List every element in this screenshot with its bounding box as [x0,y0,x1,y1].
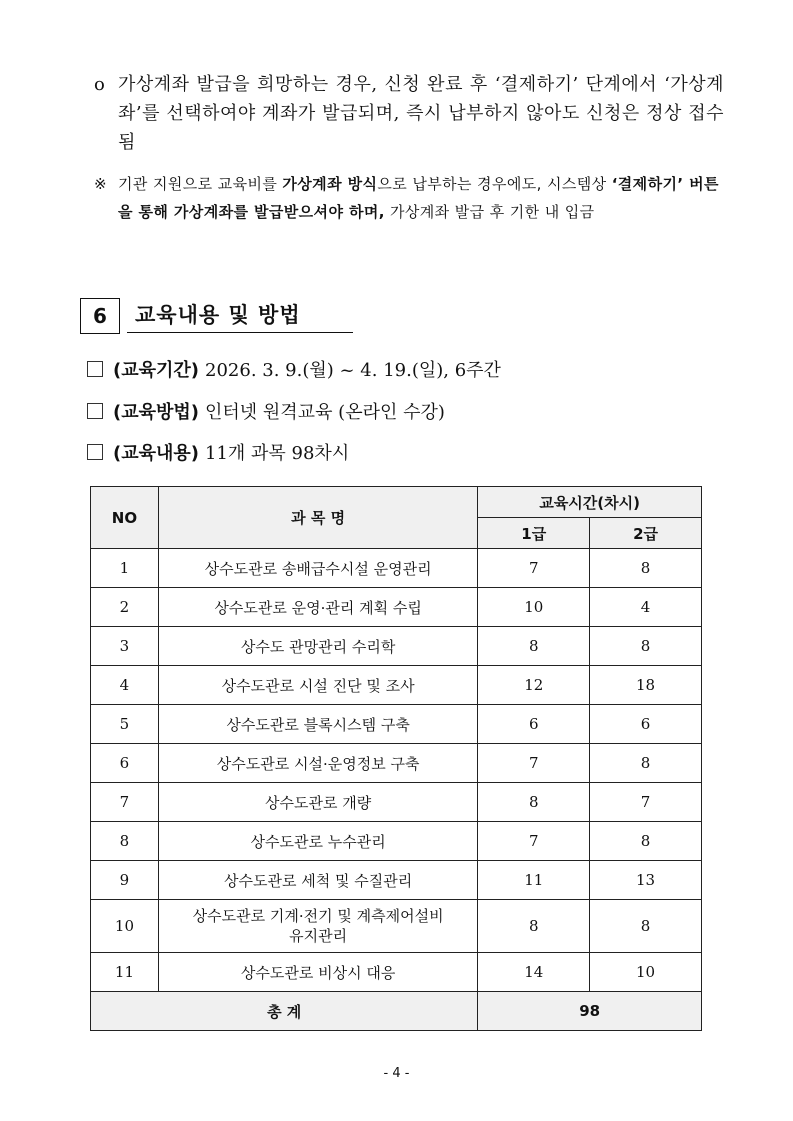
table-row [91,861,702,900]
bullet: o [94,74,106,95]
section-title: 교육내용 및 방법 [127,298,353,333]
cell-grade2: 18 [590,666,702,705]
item-label: (교육기간) [113,360,200,381]
cell-grade2: 4 [590,588,702,627]
cell-grade1: 7 [478,744,590,783]
cell-subject: 상수도관로 송배급수시설 운영관리 [158,549,477,588]
item-value: 11개 과목 98차시 [205,443,350,464]
table-row [91,953,702,992]
cell-grade1: 7 [478,549,590,588]
cell-subject: 상수도관로 시설 진단 및 조사 [158,666,477,705]
header-grade1: 1급 [478,518,590,549]
total-row [91,992,702,1031]
cell-no: 4 [91,666,159,705]
cell-grade1: 8 [478,627,590,666]
cell-subject: 상수도관로 블록시스템 구축 [158,705,477,744]
note-paragraph [94,170,724,226]
table-row [91,588,702,627]
cell-subject: 상수도관로 시설·운영정보 구축 [158,744,477,783]
cell-grade2: 10 [590,953,702,992]
table-row [91,705,702,744]
cell-no: 6 [91,744,159,783]
subject-line: 유지관리 [289,927,348,945]
cell-subject: 상수도관로 비상시 대응 [158,953,477,992]
cell-subject: 상수도관로 운영·관리 계획 수립 [158,588,477,627]
note-bold-text: ‘결제하기’ 버튼을 통해 가상계좌를 발급받으셔야 하며, [118,175,719,221]
cell-grade1: 7 [478,822,590,861]
cell-grade2: 8 [590,744,702,783]
checkbox-bullet-icon [87,361,103,377]
cell-no: 10 [91,900,159,953]
note-text-part: 가상계좌 발급 후 기한 내 입금 [384,203,595,221]
cell-no: 9 [91,861,159,900]
item-value: 인터넷 원격교육 (온라인 수강) [205,402,445,423]
cell-no: 1 [91,549,159,588]
cell-grade2: 8 [590,900,702,953]
cell-subject: 상수도관로 세척 및 수질관리 [158,861,477,900]
cell-grade1: 11 [478,861,590,900]
cell-grade1: 6 [478,705,590,744]
checkbox-bullet-icon [87,444,103,460]
reference-mark: ※ [94,175,107,193]
header-hours: 교육시간(차시) [478,487,702,518]
cell-no: 2 [91,588,159,627]
table-row [91,549,702,588]
header-no: NO [91,487,159,549]
table-row [91,744,702,783]
subject-line: 상수도관로 기계·전기 및 계측제어설비 [192,907,444,925]
note-text [118,170,724,226]
cell-no: 3 [91,627,159,666]
checkbox-bullet-icon [87,403,103,419]
cell-grade2: 13 [590,861,702,900]
curriculum-table [90,486,702,1031]
info-item-content [87,441,349,467]
info-item-period [87,358,501,384]
cell-grade2: 8 [590,627,702,666]
total-value: 98 [478,992,702,1031]
table-row [91,822,702,861]
cell-grade2: 7 [590,783,702,822]
table-row [91,900,702,953]
item-label: (교육내용) [113,443,200,464]
note-bold-text: 가상계좌 방식 [282,175,378,193]
cell-no: 11 [91,953,159,992]
cell-no: 5 [91,705,159,744]
cell-subject: 상수도관로 누수관리 [158,822,477,861]
cell-no: 8 [91,822,159,861]
section-number: 6 [80,298,120,334]
note-text-part: 으로 납부하는 경우에도, 시스템상 [377,175,612,193]
cell-subject: 상수도관로 개량 [158,783,477,822]
cell-grade1: 8 [478,900,590,953]
cell-grade1: 14 [478,953,590,992]
item-value: 2026. 3. 9.(월) ~ 4. 19.(일), 6주간 [205,360,501,381]
cell-no: 7 [91,783,159,822]
cell-grade1: 10 [478,588,590,627]
header-grade2: 2급 [590,518,702,549]
paragraph-text: 가상계좌 발급을 희망하는 경우, 신청 완료 후 ‘결제하기’ 단계에서 ‘가상계좌’를 선택하여야 계좌가 발급되며, 즉시 납부하지 않아도 신청은 정상 접수됨 [118,74,724,153]
item-label: (교육방법) [113,402,200,423]
cell-grade2: 6 [590,705,702,744]
cell-subject [158,900,477,953]
note-text-part: 기관 지원으로 교육비를 [118,175,283,193]
header-subject: 과 목 명 [158,487,477,549]
cell-subject: 상수도 관망관리 수리학 [158,627,477,666]
info-item-method [87,400,445,426]
table-row [91,627,702,666]
cell-grade1: 8 [478,783,590,822]
cell-grade2: 8 [590,822,702,861]
cell-grade2: 8 [590,549,702,588]
table-row [91,783,702,822]
total-label: 총 계 [91,992,478,1031]
cell-grade1: 12 [478,666,590,705]
page-number: - 4 - [383,1066,410,1081]
virtual-account-paragraph [94,70,724,157]
table-row [91,666,702,705]
